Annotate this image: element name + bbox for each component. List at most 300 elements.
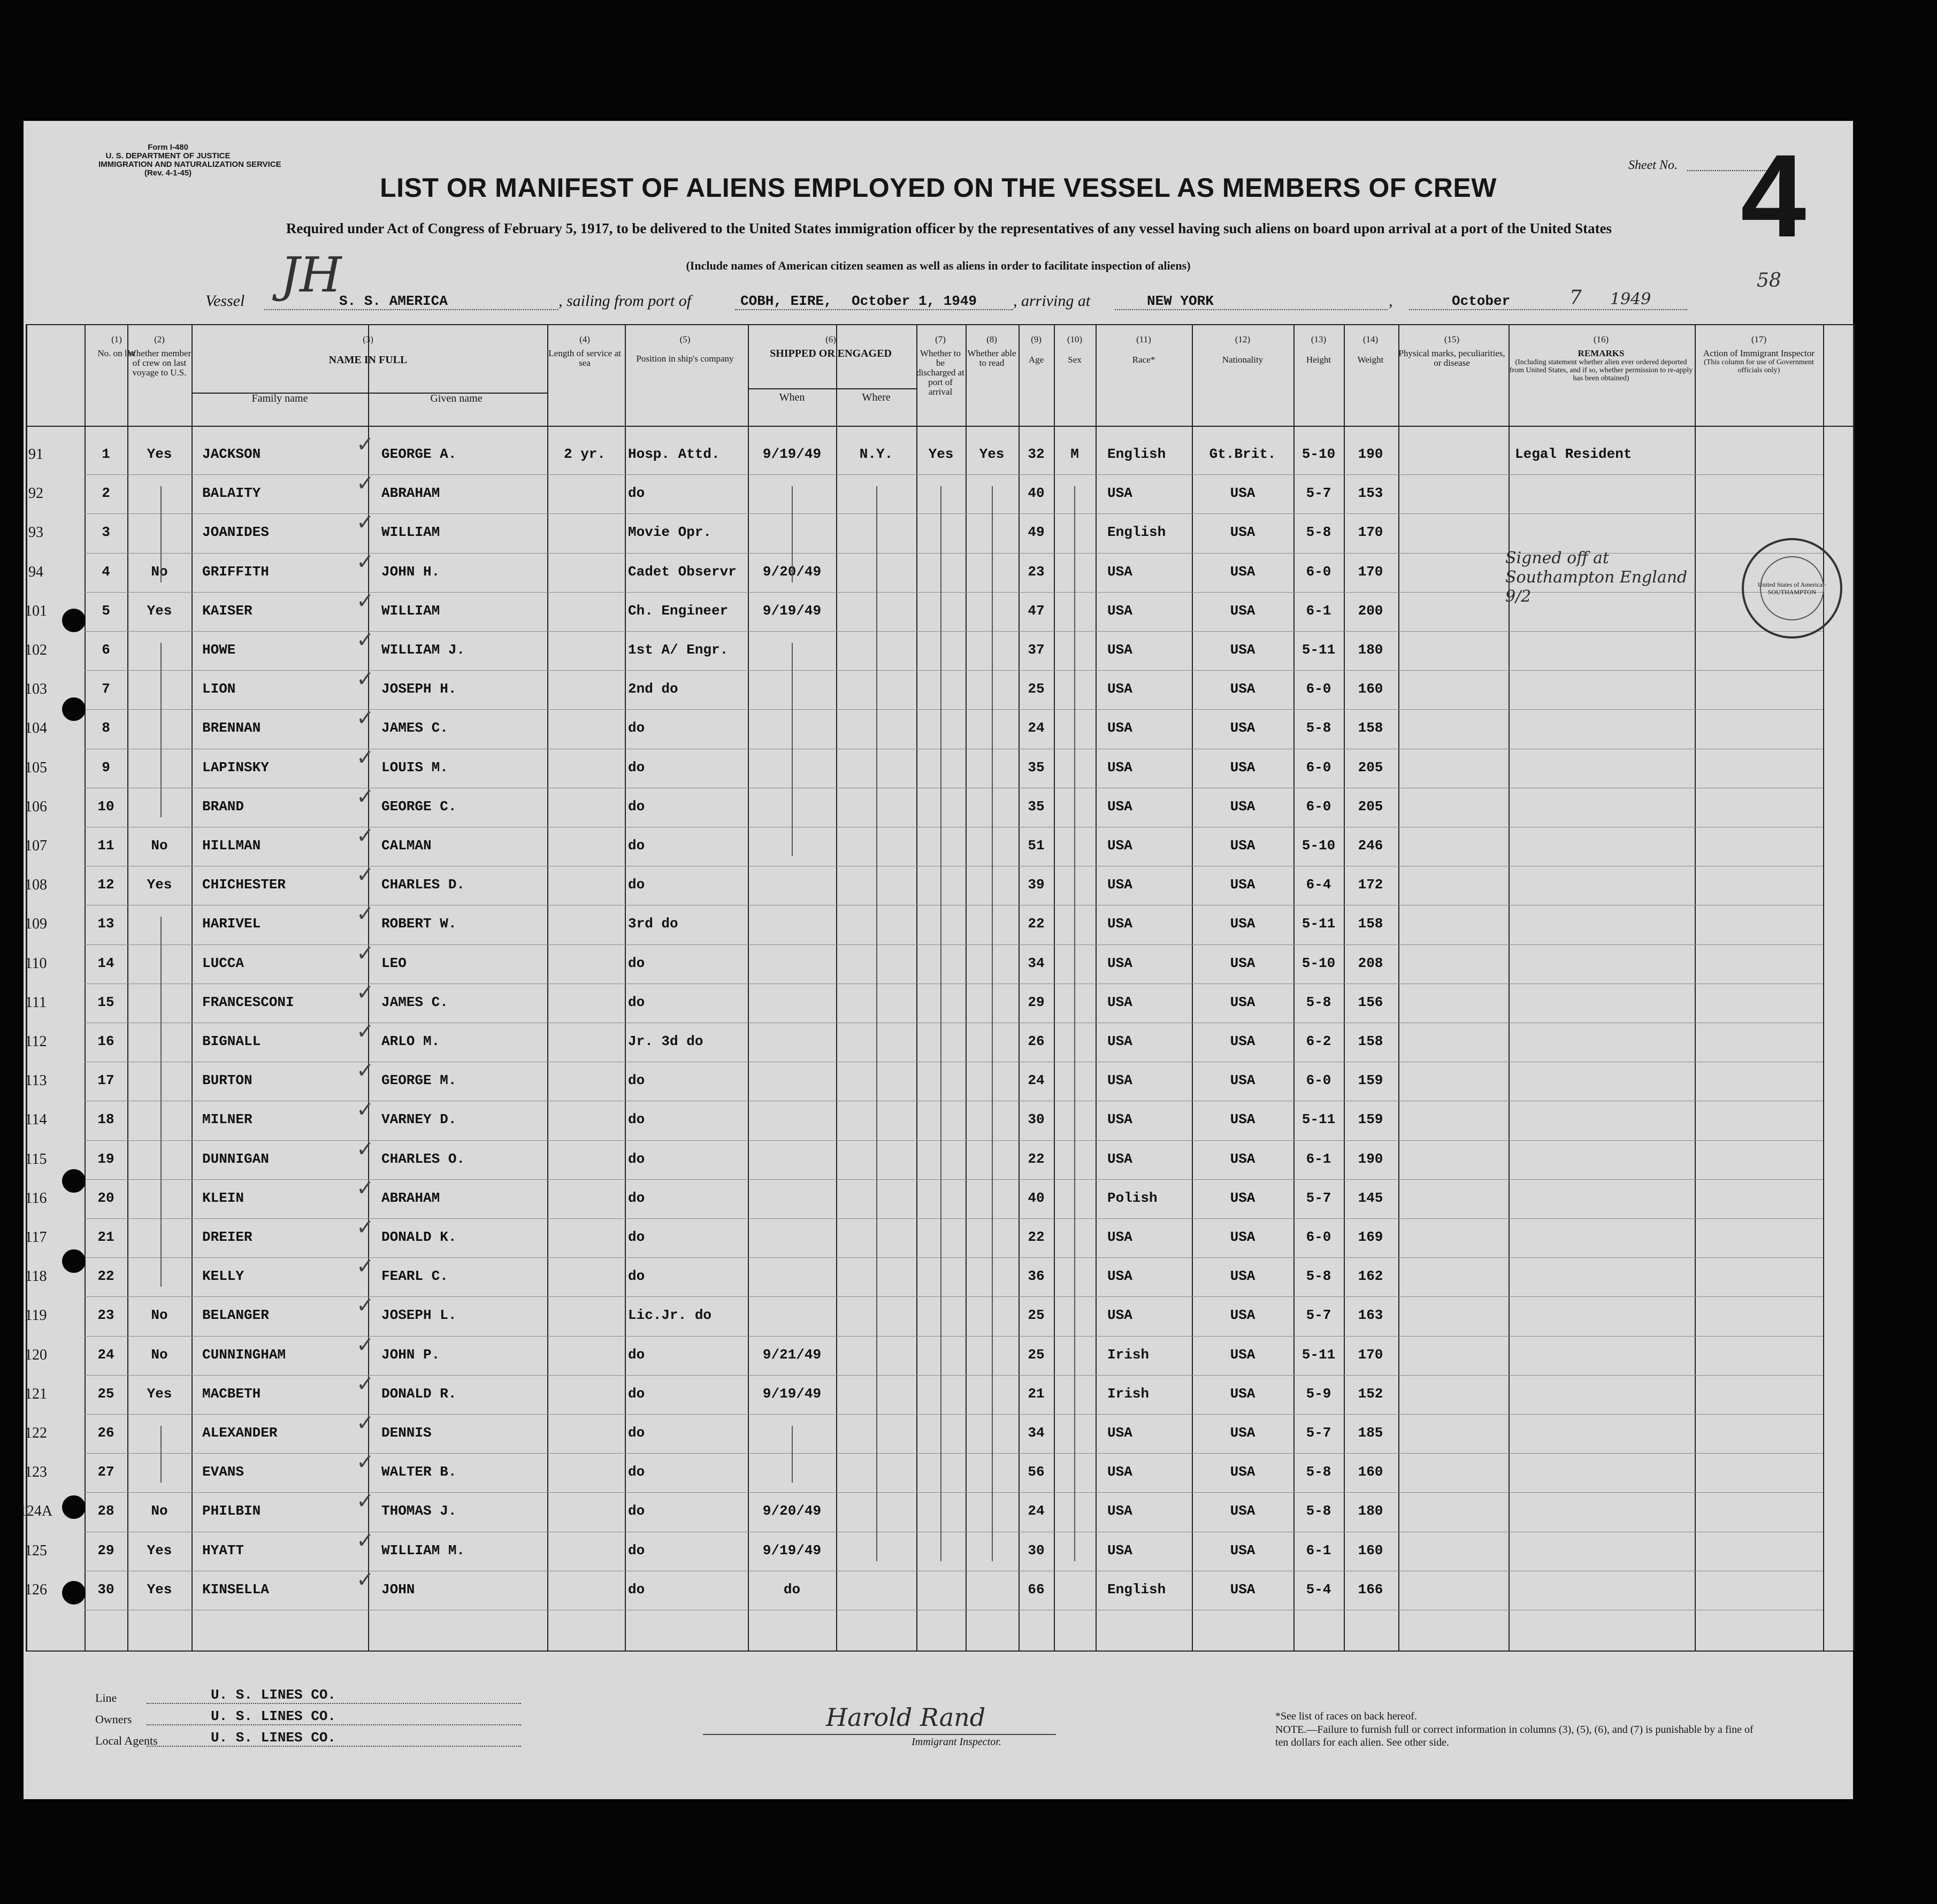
cell-position: 2nd do xyxy=(628,681,678,697)
cell-family: JACKSON xyxy=(202,446,261,462)
col-header-13: (13) Height xyxy=(1306,334,1331,365)
col-header-8: (8) Whether able to read xyxy=(967,334,1016,368)
column-rule xyxy=(1344,324,1345,1650)
cell-rn: 110 xyxy=(25,955,47,972)
col-header-2: (2) Whether member of crew on last voyage to U.S. xyxy=(127,334,192,378)
cell-race: USA xyxy=(1107,1229,1132,1245)
cell-race: English xyxy=(1107,524,1166,541)
cell-rn: 109 xyxy=(25,916,47,933)
cell-age: 23 xyxy=(1028,563,1045,580)
cell-nat: USA xyxy=(1230,1229,1255,1245)
cell-age: 39 xyxy=(1028,877,1045,893)
column-rule xyxy=(1695,324,1696,1650)
check-mark-icon: ✓ xyxy=(356,1137,374,1162)
cell-position: do xyxy=(628,720,645,736)
cell-rn: 103 xyxy=(25,681,47,698)
cell-last: No xyxy=(151,838,168,854)
cell-position: do xyxy=(628,1503,645,1519)
cell-nat: USA xyxy=(1230,1268,1255,1285)
cell-race: Irish xyxy=(1107,1385,1150,1402)
cell-family: HARIVEL xyxy=(202,916,261,932)
cell-age: 34 xyxy=(1028,955,1045,971)
cell-race: USA xyxy=(1107,1072,1132,1089)
cell-height: 5-8 xyxy=(1306,1464,1331,1480)
cell-nat: USA xyxy=(1230,916,1255,932)
ditto-stroke xyxy=(160,486,162,582)
subtitle: Required under Act of Congress of February 5, 1917, to be delivered to the United States immigration officer by the representatives of any vessel having such aliens on board upon arrival at a port of the United States xyxy=(286,220,1612,236)
cell-age: 51 xyxy=(1028,838,1045,854)
row-rule xyxy=(85,474,1823,475)
cell-race: USA xyxy=(1107,759,1132,776)
cell-age: 34 xyxy=(1028,1425,1045,1441)
ditto-stroke xyxy=(876,486,877,1561)
cell-height: 6-0 xyxy=(1306,1229,1331,1245)
cell-height: 5-7 xyxy=(1306,1425,1331,1441)
ditto-stroke xyxy=(160,917,162,1287)
column-rule xyxy=(966,324,967,1650)
cell-nat: USA xyxy=(1230,1189,1255,1206)
cell-given: CHARLES D. xyxy=(381,877,465,893)
cell-no: 4 xyxy=(102,563,110,580)
cell-no: 19 xyxy=(97,1150,114,1167)
cell-rn: 93 xyxy=(28,524,43,541)
cell-family: HILLMAN xyxy=(202,838,261,854)
cell-family: KINSELLA xyxy=(202,1581,269,1598)
cell-position: do xyxy=(628,1111,645,1128)
column-rule xyxy=(1509,324,1510,1650)
cell-position: do xyxy=(628,798,645,815)
cell-rn: 104 xyxy=(25,720,47,737)
arrival-day: 7 xyxy=(1569,287,1582,309)
cell-no: 5 xyxy=(102,602,110,619)
cell-age: 66 xyxy=(1028,1581,1045,1598)
arriving-label: , arriving at xyxy=(1013,292,1091,310)
cell-no: 21 xyxy=(97,1229,114,1245)
cell-height: 5-10 xyxy=(1301,446,1336,462)
cell-rn: 125 xyxy=(25,1542,47,1559)
cell-age: 24 xyxy=(1028,1072,1045,1089)
col-header-17: (17) Action of Immigrant Inspector (This column for use of Government officials only) xyxy=(1703,334,1815,374)
cell-family: BIGNALL xyxy=(202,1033,261,1049)
cell-weight: 153 xyxy=(1358,485,1383,502)
cell-when: 9/20/49 xyxy=(762,1503,822,1519)
cell-position: 3rd do xyxy=(628,916,678,932)
cell-given: ROBERT W. xyxy=(381,916,457,932)
cell-race: USA xyxy=(1107,1425,1132,1441)
cell-height: 5-8 xyxy=(1306,720,1331,736)
cell-given: GEORGE C. xyxy=(381,798,457,815)
cell-position: Lic.Jr. do xyxy=(628,1307,712,1324)
cell-nat: USA xyxy=(1230,798,1255,815)
cell-when: 9/19/49 xyxy=(762,1385,822,1402)
cell-weight: 180 xyxy=(1358,1503,1383,1519)
cell-weight: 170 xyxy=(1358,1346,1383,1363)
check-mark-icon: ✓ xyxy=(356,1528,374,1553)
cell-given: DONALD R. xyxy=(381,1385,457,1402)
column-rule xyxy=(1853,324,1855,1650)
col-header-11: (11) Race* xyxy=(1132,334,1155,365)
check-mark-icon: ✓ xyxy=(356,1567,374,1592)
cell-height: 6-4 xyxy=(1306,877,1331,893)
row-rule xyxy=(85,1257,1823,1258)
cell-height: 5-11 xyxy=(1301,1346,1336,1363)
table-rule xyxy=(26,324,1853,325)
cell-rn: 91 xyxy=(28,446,43,463)
column-rule xyxy=(547,324,548,1650)
column-rule xyxy=(1398,324,1399,1650)
cell-no: 6 xyxy=(102,642,110,658)
cell-weight: 180 xyxy=(1358,642,1383,658)
cell-age: 29 xyxy=(1028,994,1045,1010)
cell-weight: 246 xyxy=(1358,838,1383,854)
page-number: 58 xyxy=(1757,270,1781,291)
col-header-where: Where xyxy=(862,391,891,403)
col-header-15: (15) Physical marks, peculiarities, or disease xyxy=(1398,334,1505,368)
cell-weight: 185 xyxy=(1358,1425,1383,1441)
penalty-note: NOTE.—Failure to furnish full or correct information in columns (3), (5), (6), and (7) is punishable by a fine of ten dollars for each alien. See other side. xyxy=(1275,1724,1754,1748)
cell-last: Yes xyxy=(147,1581,172,1598)
cell-position: do xyxy=(628,838,645,854)
cell-no: 29 xyxy=(97,1542,114,1558)
cell-height: 6-0 xyxy=(1306,681,1331,697)
col-header-10: (10) Sex xyxy=(1067,334,1083,365)
cell-given: GEORGE A. xyxy=(381,446,457,462)
check-mark-icon: ✓ xyxy=(356,510,374,535)
cell-height: 6-1 xyxy=(1306,1542,1331,1558)
cell-no: 15 xyxy=(97,994,114,1010)
cell-rn: 102 xyxy=(25,642,47,658)
cell-position: do xyxy=(628,1189,645,1206)
inspector-label: Immigrant Inspector. xyxy=(912,1736,1001,1748)
column-rule xyxy=(192,324,193,1650)
cell-nat: USA xyxy=(1230,1464,1255,1480)
remark-signed-off: Signed off at Southampton England 9/2 xyxy=(1505,549,1688,606)
cell-age: 37 xyxy=(1028,642,1045,658)
cell-position: do xyxy=(628,1425,645,1441)
column-rule xyxy=(1054,324,1055,1650)
col-header-4: (4) Length of service at sea xyxy=(548,334,621,368)
check-mark-icon: ✓ xyxy=(356,1019,374,1044)
ditto-stroke xyxy=(940,486,941,1561)
col-header-14: (14) Weight xyxy=(1357,334,1384,365)
cell-age: 22 xyxy=(1028,1150,1045,1167)
cell-age: 30 xyxy=(1028,1542,1045,1558)
service-name: IMMIGRATION AND NATURALIZATION SERVICE xyxy=(98,160,281,169)
cell-race: USA xyxy=(1107,838,1132,854)
cell-race: Polish xyxy=(1107,1189,1158,1206)
cell-rn: 107 xyxy=(25,838,47,854)
cell-when: 9/19/49 xyxy=(762,446,822,462)
column-rule xyxy=(836,324,837,1650)
cell-given: JOHN P. xyxy=(381,1346,440,1363)
cell-nat: USA xyxy=(1230,1425,1255,1441)
cell-given: FEARL C. xyxy=(381,1268,448,1285)
crew-table xyxy=(19,324,1853,1650)
cell-rn: 120 xyxy=(25,1346,47,1363)
cell-rn: 115 xyxy=(25,1150,47,1168)
cell-weight: 160 xyxy=(1358,681,1383,697)
cell-age: 35 xyxy=(1028,759,1045,776)
cell-weight: 170 xyxy=(1358,524,1383,541)
departure-port: COBH, EIRE, xyxy=(740,293,832,309)
cell-weight: 170 xyxy=(1358,563,1383,580)
cell-family: HYATT xyxy=(202,1542,244,1558)
cell-no: 17 xyxy=(97,1072,114,1089)
cell-family: GRIFFITH xyxy=(202,563,269,580)
form-number: Form I-480 xyxy=(148,143,188,152)
column-rule xyxy=(1823,324,1824,1650)
cell-position: Hosp. Attd. xyxy=(628,446,720,462)
column-rule xyxy=(85,324,86,1650)
cell-remarks: Legal Resident xyxy=(1515,446,1632,462)
cell-age: 26 xyxy=(1028,1033,1045,1049)
cell-weight: 158 xyxy=(1358,916,1383,932)
cell-weight: 190 xyxy=(1358,1150,1383,1167)
row-rule xyxy=(85,709,1823,710)
cell-weight: 158 xyxy=(1358,720,1383,736)
cell-position: do xyxy=(628,1385,645,1402)
punch-hole xyxy=(62,1249,86,1273)
cell-no: 12 xyxy=(97,877,114,893)
cell-height: 6-0 xyxy=(1306,798,1331,815)
cell-position: do xyxy=(628,485,645,502)
column-rule xyxy=(1019,324,1020,1650)
cell-given: ABRAHAM xyxy=(381,1189,440,1206)
col-header-when: When xyxy=(779,391,805,403)
ditto-stroke xyxy=(160,643,162,817)
cell-family: BRENNAN xyxy=(202,720,261,736)
cell-height: 5-11 xyxy=(1301,916,1336,932)
check-mark-icon: ✓ xyxy=(356,667,374,692)
cell-no: 25 xyxy=(97,1385,114,1402)
cell-position: do xyxy=(628,1464,645,1480)
cell-no: 30 xyxy=(97,1581,114,1598)
cell-sex: M xyxy=(1070,446,1079,462)
cell-weight: 205 xyxy=(1358,798,1383,815)
cell-nat: USA xyxy=(1230,602,1255,619)
department: U. S. DEPARTMENT OF JUSTICE xyxy=(105,151,231,160)
cell-race: USA xyxy=(1107,1268,1132,1285)
col-header-7: (7) Whether to be discharged at port of arrival xyxy=(916,334,964,397)
cell-weight: 166 xyxy=(1358,1581,1383,1598)
row-rule xyxy=(85,1453,1823,1454)
cell-race: USA xyxy=(1107,1033,1132,1049)
ditto-stroke xyxy=(792,1426,793,1483)
cell-nat: USA xyxy=(1230,1150,1255,1167)
sailing-date: October 1, 1949 xyxy=(852,293,977,309)
vessel-handwritten-mark: JH xyxy=(280,247,342,303)
cell-race: USA xyxy=(1107,485,1132,502)
cell-given: JOHN H. xyxy=(381,563,440,580)
column-rule xyxy=(748,324,749,1650)
cell-weight: 160 xyxy=(1358,1464,1383,1480)
cell-race: USA xyxy=(1107,602,1132,619)
cell-height: 5-8 xyxy=(1306,994,1331,1010)
subnote: (Include names of American citizen seamen as well as aliens in order to facilitate inspection of aliens) xyxy=(686,259,1191,272)
cell-read: Yes xyxy=(979,446,1005,462)
cell-nat: USA xyxy=(1230,759,1255,776)
check-mark-icon: ✓ xyxy=(356,1097,374,1123)
punch-hole xyxy=(62,1495,86,1519)
cell-family: CUNNINGHAM xyxy=(202,1346,286,1363)
owners-value: U. S. LINES CO. xyxy=(211,1708,336,1724)
cell-given: LEO xyxy=(381,955,407,971)
cell-height: 6-1 xyxy=(1306,602,1331,619)
cell-position: do xyxy=(628,1229,645,1245)
cell-position: 1st A/ Engr. xyxy=(628,642,729,658)
check-mark-icon: ✓ xyxy=(356,432,374,457)
check-mark-icon: ✓ xyxy=(356,1293,374,1318)
ditto-stroke xyxy=(160,1426,162,1483)
cell-given: JOHN xyxy=(381,1581,415,1598)
cell-given: JAMES C. xyxy=(381,994,448,1010)
col-header-6: (6) SHIPPED OR ENGAGED xyxy=(770,334,892,359)
cell-nat: USA xyxy=(1230,642,1255,658)
punch-hole xyxy=(62,609,86,632)
row-rule xyxy=(85,1140,1823,1141)
cell-no: 9 xyxy=(102,759,110,776)
table-rule xyxy=(26,1650,1853,1652)
cell-rn: 106 xyxy=(25,798,47,815)
row-rule xyxy=(85,1336,1823,1337)
sheet-number: 4 xyxy=(1741,130,1806,262)
cell-nat: USA xyxy=(1230,955,1255,971)
cell-given: WILLIAM J. xyxy=(381,642,465,658)
cell-weight: 160 xyxy=(1358,1542,1383,1558)
check-mark-icon: ✓ xyxy=(356,1254,374,1279)
cell-nat: USA xyxy=(1230,994,1255,1010)
cell-height: 5-7 xyxy=(1306,1189,1331,1206)
cell-given: GEORGE M. xyxy=(381,1072,457,1089)
cell-race: USA xyxy=(1107,798,1132,815)
cell-rn: 124A xyxy=(19,1503,53,1520)
cell-nat: USA xyxy=(1230,1346,1255,1363)
cell-weight: 190 xyxy=(1358,446,1383,462)
cell-family: FRANCESCONI xyxy=(202,994,294,1010)
cell-no: 13 xyxy=(97,916,114,932)
cell-when: do xyxy=(783,1581,801,1598)
cell-nat: USA xyxy=(1230,1581,1255,1598)
col-header-9: (9) Age xyxy=(1028,334,1044,365)
cell-weight: 208 xyxy=(1358,955,1383,971)
cell-service: 2 yr. xyxy=(563,446,606,462)
cell-given: LOUIS M. xyxy=(381,759,448,776)
cell-family: LAPINSKY xyxy=(202,759,269,776)
cell-position: Cadet Observr xyxy=(628,563,737,580)
revision: (Rev. 4-1-45) xyxy=(144,168,192,178)
check-mark-icon: ✓ xyxy=(356,1058,374,1084)
cell-nat: USA xyxy=(1230,1072,1255,1089)
cell-weight: 158 xyxy=(1358,1033,1383,1049)
cell-weight: 159 xyxy=(1358,1072,1383,1089)
cell-given: DONALD K. xyxy=(381,1229,457,1245)
cell-height: 5-8 xyxy=(1306,1503,1331,1519)
arrival-port: NEW YORK xyxy=(1147,293,1214,309)
cell-nat: USA xyxy=(1230,681,1255,697)
cell-nat: USA xyxy=(1230,1033,1255,1049)
cell-last: No xyxy=(151,1307,168,1324)
punch-hole xyxy=(62,1169,86,1193)
cell-rn: 116 xyxy=(25,1189,47,1207)
column-rule xyxy=(1192,324,1193,1650)
col-header-12: (12) Nationality xyxy=(1222,334,1264,365)
cell-no: 2 xyxy=(102,485,110,502)
cell-age: 25 xyxy=(1028,1307,1045,1324)
cell-family: ALEXANDER xyxy=(202,1425,278,1441)
arrival-month: October xyxy=(1452,293,1511,309)
cell-rn: 123 xyxy=(25,1464,47,1481)
cell-discharged: Yes xyxy=(928,446,954,462)
cell-family: BRAND xyxy=(202,798,244,815)
cell-when: 9/21/49 xyxy=(762,1346,822,1363)
cell-family: HOWE xyxy=(202,642,236,658)
cell-rn: 119 xyxy=(25,1307,47,1324)
cell-last: No xyxy=(151,563,168,580)
cell-rn: 118 xyxy=(25,1268,47,1285)
cell-height: 5-4 xyxy=(1306,1581,1331,1598)
cell-family: LION xyxy=(202,681,236,697)
cell-no: 23 xyxy=(97,1307,114,1324)
cell-nat: USA xyxy=(1230,1542,1255,1558)
cell-rn: 111 xyxy=(25,994,47,1011)
cell-family: DUNNIGAN xyxy=(202,1150,269,1167)
cell-height: 5-11 xyxy=(1301,642,1336,658)
agents-value: U. S. LINES CO. xyxy=(211,1730,336,1746)
cell-age: 24 xyxy=(1028,1503,1045,1519)
cell-family: MILNER xyxy=(202,1111,252,1128)
cell-given: CHARLES O. xyxy=(381,1150,465,1167)
cell-position: do xyxy=(628,1072,645,1089)
cell-weight: 163 xyxy=(1358,1307,1383,1324)
cell-age: 40 xyxy=(1028,1189,1045,1206)
page-title: LIST OR MANIFEST OF ALIENS EMPLOYED ON THE VESSEL AS MEMBERS OF CREW xyxy=(380,173,1497,203)
cell-weight: 172 xyxy=(1358,877,1383,893)
row-rule xyxy=(85,1179,1823,1180)
cell-nat: USA xyxy=(1230,838,1255,854)
cell-race: USA xyxy=(1107,916,1132,932)
cell-rn: 114 xyxy=(25,1111,47,1128)
row-rule xyxy=(85,1414,1823,1415)
cell-nat: Gt.Brit. xyxy=(1209,446,1276,462)
check-mark-icon: ✓ xyxy=(356,1176,374,1201)
cell-where: N.Y. xyxy=(859,446,893,462)
punch-hole xyxy=(62,1581,86,1604)
cell-race: USA xyxy=(1107,642,1132,658)
column-rule xyxy=(26,324,27,1650)
cell-age: 22 xyxy=(1028,916,1045,932)
cell-age: 47 xyxy=(1028,602,1045,619)
cell-race: USA xyxy=(1107,1111,1132,1128)
cell-rn: 113 xyxy=(25,1072,47,1089)
cell-given: ARLO M. xyxy=(381,1033,440,1049)
check-mark-icon: ✓ xyxy=(356,1450,374,1475)
cell-height: 5-7 xyxy=(1306,485,1331,502)
check-mark-icon: ✓ xyxy=(356,1215,374,1240)
cell-position: Jr. 3d do xyxy=(628,1033,703,1049)
cell-age: 40 xyxy=(1028,485,1045,502)
cell-race: USA xyxy=(1107,563,1132,580)
cell-given: JOSEPH L. xyxy=(381,1307,457,1324)
cell-rn: 117 xyxy=(25,1229,47,1246)
col-header-family: Family name xyxy=(251,393,308,404)
cell-race: USA xyxy=(1107,1307,1132,1324)
row-rule xyxy=(85,1375,1823,1376)
cell-position: Ch. Engineer xyxy=(628,602,729,619)
cell-family: EVANS xyxy=(202,1464,244,1480)
cell-position: do xyxy=(628,1268,645,1285)
cell-given: ABRAHAM xyxy=(381,485,440,502)
cell-no: 14 xyxy=(97,955,114,971)
